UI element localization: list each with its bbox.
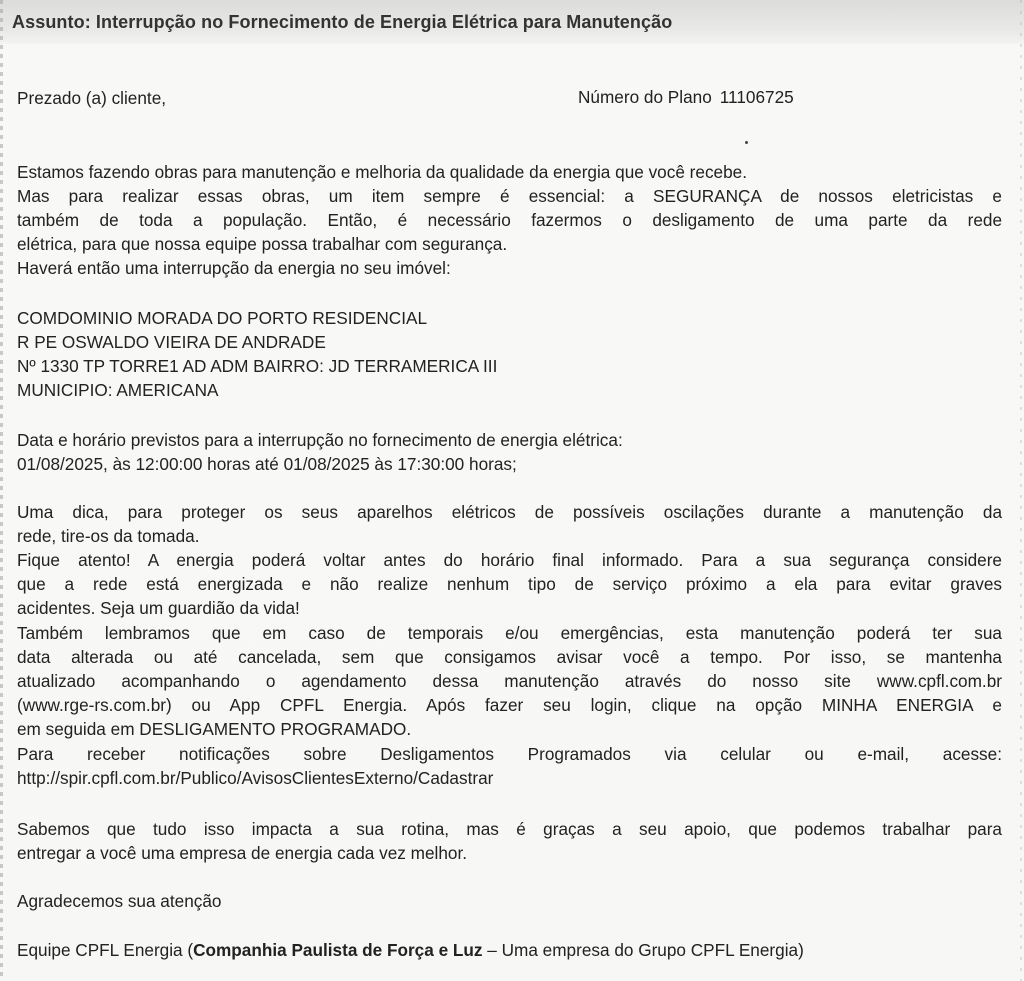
signature-suffix: – Uma empresa do Grupo CPFL Energia) xyxy=(482,940,804,960)
tips-line: que a rede está energizada e não realize nenhum tipo de serviço próximo a ela para evitar graves xyxy=(17,574,1002,594)
address-line: R PE OSWALDO VIEIRA DE ANDRADE xyxy=(17,332,326,352)
signature-prefix: Equipe CPFL Energia ( xyxy=(17,940,194,960)
plan-value: 11106725 xyxy=(719,87,794,107)
schedule-line: 01/08/2025, às 12:00:00 horas até 01/08/2025 às 17:30:00 horas; xyxy=(17,454,517,474)
tips-line: Fique atento! A energia poderá voltar antes do horário final informado. Para a sua segurança considere xyxy=(17,550,1002,570)
letter-subject: Assunto: Interrupção no Fornecimento de Energia Elétrica para Manutenção xyxy=(12,12,673,32)
address-line: MUNICIPIO: AMERICANA xyxy=(17,380,219,400)
greeting: Prezado (a) cliente, xyxy=(17,88,167,108)
signature xyxy=(17,939,1002,961)
tips-line: rede, tire-os da tomada. xyxy=(17,526,200,546)
intro-line: Mas para realizar essas obras, um item sempre é essencial: a SEGURANÇA de nossos eletricistas e xyxy=(17,186,1002,206)
address-line: Nº 1330 TP TORRE1 AD ADM BAIRRO: JD TERRAMERICA III xyxy=(17,356,498,376)
thanks: Agradecemos sua atenção xyxy=(17,891,222,911)
scan-speck xyxy=(745,141,748,144)
tips-line: Também lembramos que em caso de temporais e/ou emergências, esta manutenção poderá ter sua xyxy=(17,623,1002,643)
tips-line: Uma dica, para proteger os seus aparelhos elétricos de possíveis oscilações durante a manutenção da xyxy=(17,502,1002,522)
schedule-line: Data e horário previstos para a interrupção no fornecimento de energia elétrica: xyxy=(17,430,623,450)
tips-line: atualizado acompanhando o agendamento dessa manutenção através do nosso site www.cpfl.com.br xyxy=(17,671,1002,691)
intro-line: Estamos fazendo obras para manutenção e melhoria da qualidade da energia que você recebe. xyxy=(17,162,747,182)
intro-line: também de toda a população. Então, é necessário fazermos o desligamento de uma parte da rede xyxy=(17,210,1002,230)
tips-line: em seguida em DESLIGAMENTO PROGRAMADO. xyxy=(17,719,412,739)
tips-line: acidentes. Seja um guardião da vida! xyxy=(17,598,300,618)
tips-line: Para receber notificações sobre Desligamentos Programados via celular ou e-mail, acesse: xyxy=(17,744,1002,764)
tips-line: (www.rge-rs.com.br) ou App CPFL Energia. Após fazer seu login, clique na opção MINHA ENERGIA e xyxy=(17,695,1002,715)
plan-number xyxy=(578,87,794,108)
closing-line: entregar a você uma empresa de energia cada vez melhor. xyxy=(17,843,467,863)
tips-line: data alterada ou até cancelada, sem que consigamos avisar você a tempo. Por isso, se mantenha xyxy=(17,647,1002,667)
intro-line: elétrica, para que nossa equipe possa trabalhar com segurança. xyxy=(17,234,508,254)
address-line: COMDOMINIO MORADA DO PORTO RESIDENCIAL xyxy=(17,308,428,328)
paper-edge-left xyxy=(0,0,3,981)
signature-company: Companhia Paulista de Força e Luz xyxy=(193,940,483,960)
closing-line: Sabemos que tudo isso impacta a sua rotina, mas é graças a seu apoio, que podemos trabalhar para xyxy=(17,819,1002,839)
plan-label: Número do Plano xyxy=(578,87,712,107)
intro-line: Haverá então uma interrupção da energia no seu imóvel: xyxy=(17,258,451,278)
paper-edge-right xyxy=(1020,0,1022,981)
tips-link: http://spir.cpfl.com.br/Publico/AvisosClientesExterno/Cadastrar xyxy=(17,768,494,788)
